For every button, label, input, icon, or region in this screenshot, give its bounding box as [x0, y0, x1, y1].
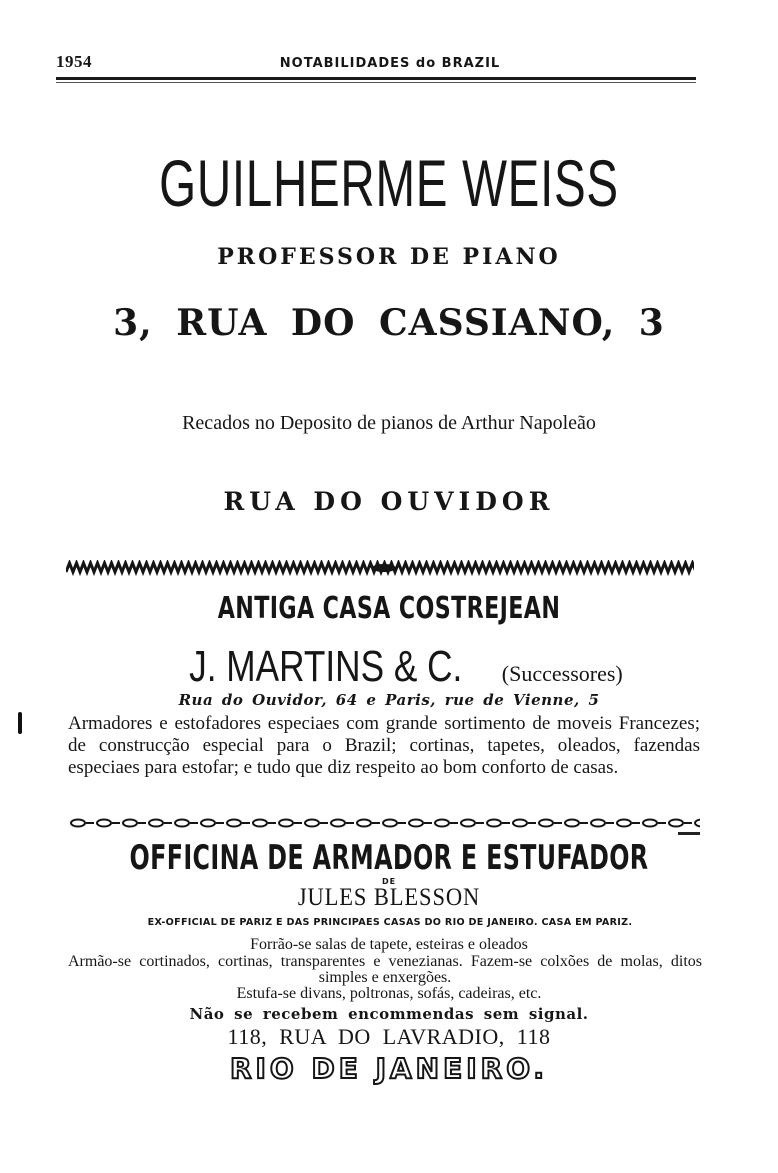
- blesson-de: DE: [381, 877, 397, 886]
- blesson-notice: Não se recebem encommendas sem signal.: [189, 1005, 589, 1023]
- margin-mark: [18, 712, 22, 734]
- separator-tail: [678, 832, 700, 835]
- martins-house-title: ANTIGA CASA COSTREJEAN: [217, 591, 561, 626]
- martins-firm-line: [0, 642, 778, 692]
- blesson-proprietor: JULES BLESSON: [297, 884, 481, 911]
- blesson-city: RIO DE JANEIRO.: [229, 1052, 549, 1085]
- blesson-credentials: EX-OFFICIAL DE PARIZ E DAS PRINCIPAES CASAS DO RIO DE JANEIRO. CASA EM PARIZ.: [147, 917, 633, 928]
- martins-description: Armadores e estofadores especiaes com grande sortimento de moveis Francezes; de construcção especial para o Brazil; cortinas, tapetes, oleados, fazendas especiaes para estofar; e tudo que diz respeito ao bom conforto de casas.: [68, 713, 700, 778]
- running-title: NOTABILIDADES do BRAZIL: [279, 56, 501, 71]
- header-rule: [56, 77, 696, 80]
- blesson-address: 118, RUA DO LAVRADIO, 118: [227, 1024, 551, 1049]
- blesson-services-carpets: Forrão-se salas de tapete, esteiras e oleados: [250, 936, 528, 953]
- chain-separator: [66, 818, 700, 828]
- weiss-street: RUA DO OUVIDOR: [223, 487, 555, 516]
- page-number: 1954: [56, 52, 92, 71]
- weiss-address: 3, RUA DO CASSIANO, 3: [113, 302, 665, 344]
- wavy-separator: [66, 560, 694, 576]
- header-rule-thin: [56, 82, 696, 83]
- martins-address: Rua do Ouvidor, 64 e Paris, rue de Vienne, 5: [178, 691, 600, 709]
- blesson-workshop-title: OFFICINA DE ARMADOR E ESTUFADOR: [129, 838, 649, 878]
- martins-firm-suffix: (Successores): [501, 661, 623, 686]
- weiss-name: GUILHERME WEISS: [159, 146, 619, 220]
- martins-firm: J. MARTINS & C.: [189, 642, 463, 691]
- weiss-profession: PROFESSOR DE PIANO: [217, 244, 561, 270]
- weiss-recados: Recados no Deposito de pianos de Arthur Napoleão: [182, 412, 596, 434]
- blesson-services-upholstery: Estufa-se divans, poltronas, sofás, cadeiras, etc.: [236, 985, 542, 1002]
- blesson-services-curtains: Armão-se cortinados, cortinas, transparentes e venezianas. Fazem-se colxões de molas, ditos simples e enxergões.: [68, 953, 702, 986]
